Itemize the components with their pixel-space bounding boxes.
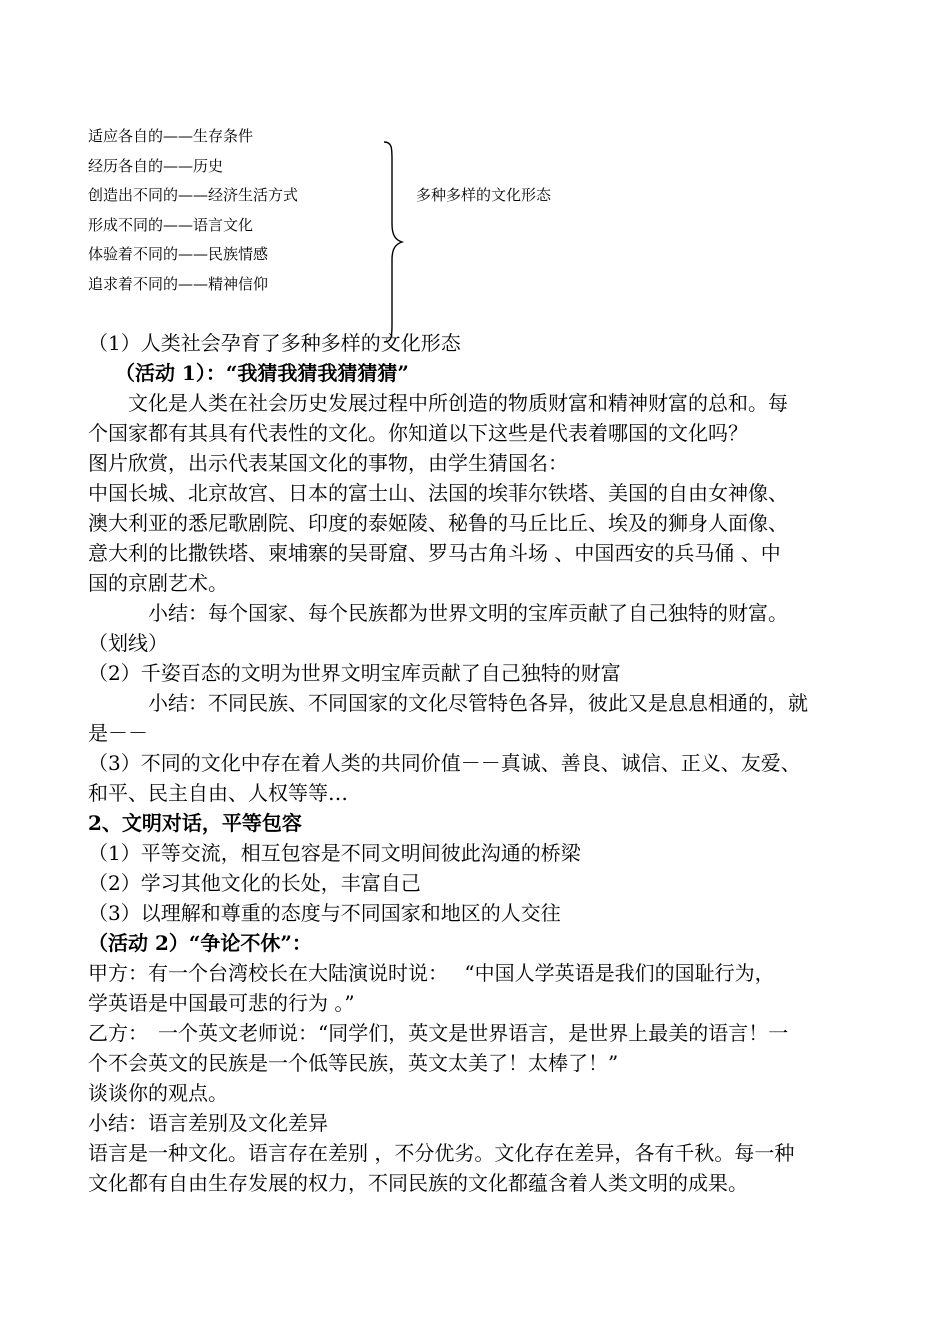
outline-item: 形成不同的——语言文化 — [88, 215, 254, 234]
outline-target: 多种多样的文化形态 — [416, 186, 552, 204]
text-line: 学英语是中国最可悲的行为 。” — [88, 991, 355, 1015]
activity-heading: （活动 2）“争论不休”： — [88, 931, 312, 955]
outline-list — [88, 124, 298, 302]
text-line: 意大利的比撒铁塔、柬埔寨的吴哥窟、罗马古角斗场 、中国西安的兵马俑 、中 — [88, 541, 781, 565]
text-line: 小结：语言差别及文化差异 — [88, 1111, 328, 1135]
outline-item: 经历各自的——历史 — [88, 156, 224, 175]
text-line: （2）学习其他文化的长处，丰富自己 — [88, 871, 421, 895]
outline-diagram — [88, 124, 688, 344]
text-line: 甲方：有一个台湾校长在大陆演说时说： “中国人学英语是我们的国耻行为， — [88, 961, 775, 985]
text-line: 个不会英文的民族是一个低等民族，英文太美了！太棒了！” — [88, 1051, 619, 1075]
text-line: （2）千姿百态的文明为世界文明宝库贡献了自己独特的财富 — [88, 661, 621, 685]
outline-item: 创造出不同的——经济生活方式 — [88, 186, 299, 205]
text-line: 文化都有自由生存发展的权力，不同民族的文化都蕴含着人类文明的成果。 — [88, 1171, 748, 1195]
text-line: 小结：每个国家、每个民族都为世界文明的宝库贡献了自己独特的财富。 — [88, 601, 788, 625]
text-line: 是－－ — [88, 721, 148, 745]
text-line: （3）以理解和尊重的态度与不同国家和地区的人交往 — [88, 901, 561, 925]
outline-item: 追求着不同的——精神信仰 — [88, 274, 269, 293]
text-line: （3）不同的文化中存在着人类的共同价值－－真诚、善良、诚信、正义、友爱、 — [88, 751, 801, 775]
right-brace — [382, 140, 406, 344]
document-body — [88, 328, 868, 1198]
text-line: 和平、民主自由、人权等等… — [88, 781, 348, 805]
text-line: 乙方： 一个英文老师说：“同学们，英文是世界语言，是世界上最美的语言！一 — [88, 1021, 789, 1045]
text-line: （1）平等交流，相互包容是不同文明间彼此沟通的桥梁 — [88, 841, 581, 865]
text-line: 文化是人类在社会历史发展过程中所创造的物质财富和精神财富的总和。每 — [88, 391, 788, 415]
text-line: 图片欣赏，出示代表某国文化的事物，由学生猜国名： — [88, 451, 568, 475]
text-line: 个国家都有其具有代表性的文化。你知道以下这些是代表着哪国的文化吗？ — [88, 421, 748, 445]
section-heading: 2、文明对话，平等包容 — [88, 811, 302, 835]
text-line: 澳大利亚的悉尼歌剧院、印度的泰姬陵、秘鲁的马丘比丘、埃及的狮身人面像、 — [88, 511, 788, 535]
text-line: 小结：不同民族、不同国家的文化尽管特色各异，彼此又是息息相通的，就 — [88, 691, 808, 715]
text-line: 中国长城、北京故宫、日本的富士山、法国的埃菲尔铁塔、美国的自由女神像、 — [88, 481, 788, 505]
activity-heading: （活动 1）：“我猜我猜我猜猜猜” — [88, 361, 409, 385]
outline-item: 适应各自的——生存条件 — [88, 127, 254, 145]
text-line: 国的京剧艺术。 — [88, 571, 228, 595]
outline-item: 体验着不同的——民族情感 — [88, 245, 269, 264]
text-line: （1）人类社会孕育了多种多样的文化形态 — [88, 331, 461, 355]
text-line: 语言是一种文化。语言存在差别 ，不分优劣。文化存在差异，各有千秋。每一种 — [88, 1141, 795, 1165]
text-line: 谈谈你的观点。 — [88, 1081, 228, 1105]
text-line: （划线） — [88, 631, 168, 655]
